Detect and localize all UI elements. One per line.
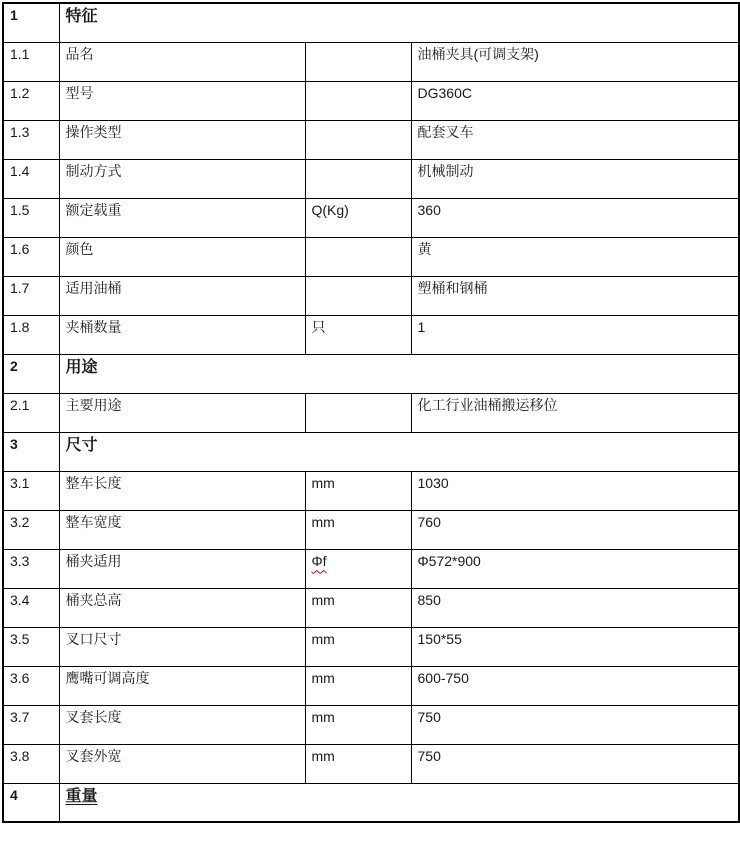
table-row [3,627,739,666]
spec-name: 整车宽度 [59,510,305,549]
table-row [3,471,739,510]
spec-value: 750 [411,744,739,783]
table-row-section-3 [3,432,739,471]
spec-unit [305,42,411,81]
spec-unit [305,159,411,198]
row-number: 3.8 [3,744,59,783]
spec-value: 750 [411,705,739,744]
row-number: 3.3 [3,549,59,588]
underlined-section-title-text: 重量 [65,787,98,805]
table-row [3,510,739,549]
row-number: 1 [3,3,59,42]
table-row [3,237,739,276]
spec-unit: mm [305,510,411,549]
row-number: 3 [3,432,59,471]
row-number: 1.1 [3,42,59,81]
document-page [0,2,740,841]
table-row [3,393,739,432]
table-row [3,588,739,627]
spec-value: 850 [411,588,739,627]
row-number: 1.6 [3,237,59,276]
row-number: 3.6 [3,666,59,705]
spec-unit: mm [305,666,411,705]
row-number: 2.1 [3,393,59,432]
spec-value: Φ572*900 [411,549,739,588]
spec-name: 型号 [59,81,305,120]
spec-value: 机械制动 [411,159,739,198]
spec-unit [305,549,411,588]
spec-value: 150*55 [411,627,739,666]
spec-unit [305,120,411,159]
spec-unit: Q(Kg) [305,198,411,237]
table-row-section-4 [3,783,739,822]
spec-name: 品名 [59,42,305,81]
spec-name: 桶夹适用 [59,549,305,588]
section-title: 特征 [59,3,739,42]
row-number: 3.2 [3,510,59,549]
row-number: 1.7 [3,276,59,315]
spec-name: 整车长度 [59,471,305,510]
spec-name: 叉口尺寸 [59,627,305,666]
spec-unit [305,276,411,315]
spec-table [2,2,740,823]
spec-value: 塑桶和钢桶 [411,276,739,315]
row-number: 1.2 [3,81,59,120]
table-row [3,315,739,354]
table-row-section-2 [3,354,739,393]
spec-name: 适用油桶 [59,276,305,315]
spec-value: 1 [411,315,739,354]
spec-name: 鹰嘴可调高度 [59,666,305,705]
row-number: 3.4 [3,588,59,627]
table-row [3,276,739,315]
spec-unit: mm [305,471,411,510]
row-number: 1.4 [3,159,59,198]
spec-unit: mm [305,705,411,744]
section-title [59,783,739,822]
table-row [3,744,739,783]
spec-name: 主要用途 [59,393,305,432]
spec-unit: mm [305,588,411,627]
spec-value: DG360C [411,81,739,120]
table-row [3,705,739,744]
section-title: 用途 [59,354,739,393]
table-row-section-1 [3,3,739,42]
spec-name: 叉套外宽 [59,744,305,783]
spec-name: 夹桶数量 [59,315,305,354]
row-number: 2 [3,354,59,393]
spec-unit: 只 [305,315,411,354]
table-row [3,120,739,159]
spec-value: 600-750 [411,666,739,705]
spec-unit [305,393,411,432]
spec-value: 1030 [411,471,739,510]
spec-value: 760 [411,510,739,549]
row-number: 4 [3,783,59,822]
section-title: 尺寸 [59,432,739,471]
row-number: 3.7 [3,705,59,744]
table-row [3,549,739,588]
row-number: 3.1 [3,471,59,510]
table-row [3,42,739,81]
spec-name: 制动方式 [59,159,305,198]
row-number: 3.5 [3,627,59,666]
row-number: 1.5 [3,198,59,237]
spellchecked-unit-text: Φf [311,552,327,569]
spec-value: 黄 [411,237,739,276]
spec-unit [305,237,411,276]
table-row [3,198,739,237]
row-number: 1.3 [3,120,59,159]
spec-value: 油桶夹具(可调支架) [411,42,739,81]
spec-value: 配套叉车 [411,120,739,159]
table-row [3,159,739,198]
spec-name: 颜色 [59,237,305,276]
spec-name: 叉套长度 [59,705,305,744]
spec-value: 化工行业油桶搬运移位 [411,393,739,432]
spec-unit: mm [305,744,411,783]
row-number: 1.8 [3,315,59,354]
table-row [3,81,739,120]
spec-value: 360 [411,198,739,237]
spec-unit [305,81,411,120]
table-row [3,666,739,705]
spec-unit: mm [305,627,411,666]
spec-name: 额定载重 [59,198,305,237]
spec-name: 桶夹总高 [59,588,305,627]
spec-name: 操作类型 [59,120,305,159]
